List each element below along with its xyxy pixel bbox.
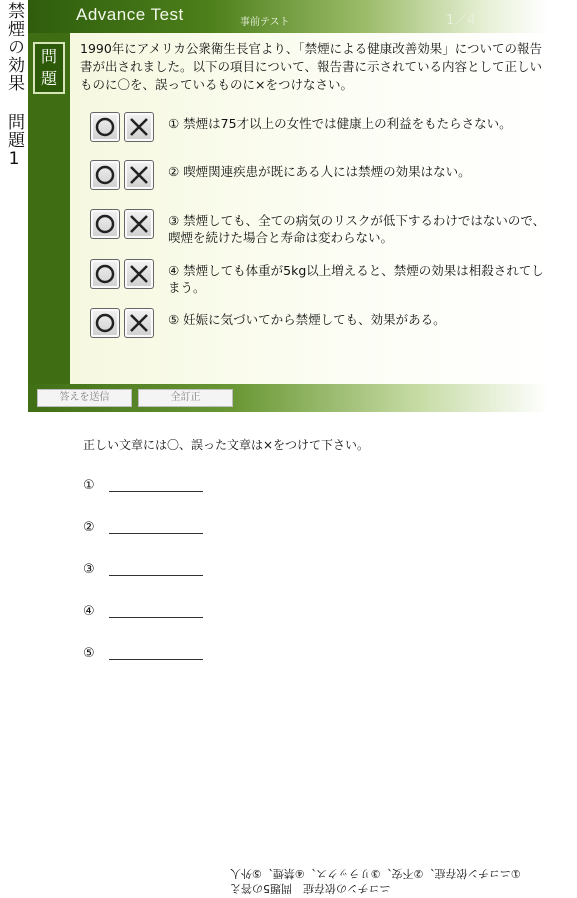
option-text-3: ③ 禁煙しても、全ての病気のリスクが低下するわけではないので、喫煙を続けた場合と寿命は変わらない。 [168,213,546,245]
option-text-5: ⑤ 妊娠に気づいてから禁煙しても、効果がある。 [168,312,446,327]
option-text-4: ④ 禁煙しても体重が5kg以上増えると、禁煙の効果は相殺されてしまう。 [168,263,544,295]
answer-correct-button-5[interactable] [90,308,120,338]
option-text-1: ① 禁煙は75才以上の女性では健康上の利益をもたらさない。 [168,116,512,131]
question-text: 1990年にアメリカ公衆衛生長官より、「禁煙による健康改善効果」についての報告書が出されました。以下の項目について、報告書に示されている内容として正しいものに〇を、誤っているものに×をつけなさい。 [80,41,543,92]
answer-wrong-button-1[interactable] [124,112,154,142]
answer-wrong-button-2[interactable] [124,160,154,190]
answer-wrong-button-5[interactable] [124,308,154,338]
option-item-5 [90,308,540,348]
option-text-2: ② 喫煙関連疾患が既にある人には禁煙の効果はない。 [168,164,471,179]
answer-correct-button-3[interactable] [90,209,120,239]
page-vertical-title: 禁煙の効果 問題1 [4,2,24,170]
cross-icon [128,263,150,285]
answer-wrong-button-3[interactable] [124,209,154,239]
answer-row-5 [83,646,213,666]
circle-icon [94,263,116,285]
cross-icon [128,312,150,334]
option-item-1 [90,112,540,152]
option-item-4 [90,259,544,299]
option-item-2 [90,160,540,200]
question-label: 問題 [33,42,65,94]
answer-number: ② [83,520,95,535]
answer-number: ⑤ [83,646,95,661]
correct-all-button[interactable]: 全訂正 [138,389,233,407]
app-subtitle: 事前テスト [240,17,290,28]
option-item-3 [90,209,546,249]
answer-blank [109,659,203,660]
question-panel [28,33,548,384]
worksheet-instruction: 正しい文章には〇、誤った文章は×をつけて下さい。 [83,438,370,452]
answer-row-1 [83,478,213,498]
answer-key-line-1: ニコチンの依存症 問題5の答え [230,882,391,895]
app-title: Advance Test [76,5,184,24]
circle-icon [94,312,116,334]
answer-number: ④ [83,604,95,619]
submit-answers-button[interactable]: 答えを送信 [37,389,132,407]
cross-icon [128,116,150,138]
test-app-window [28,0,548,412]
circle-icon [94,116,116,138]
answer-blank [109,575,203,576]
answer-row-4 [83,604,213,624]
cross-icon [128,164,150,186]
page-indicator: 1／4 [446,13,476,28]
circle-icon [94,164,116,186]
answer-number: ① [83,478,95,493]
app-header [28,0,548,33]
answer-correct-button-2[interactable] [90,160,120,190]
cross-icon [128,213,150,235]
upside-down-answer-key [230,862,572,896]
answer-row-2 [83,520,213,540]
answer-correct-button-1[interactable] [90,112,120,142]
app-footer [28,384,548,412]
answer-blank [109,533,203,534]
answer-number: ③ [83,562,95,577]
answer-blank [109,617,203,618]
answer-wrong-button-4[interactable] [124,259,154,289]
answer-correct-button-4[interactable] [90,259,120,289]
answer-row-3 [83,562,213,582]
answer-blank [109,491,203,492]
circle-icon [94,213,116,235]
answer-key-line-2: ①ニコチン依存症、②不安、③リラックス、④禁煙、⑤外人 [230,867,521,880]
